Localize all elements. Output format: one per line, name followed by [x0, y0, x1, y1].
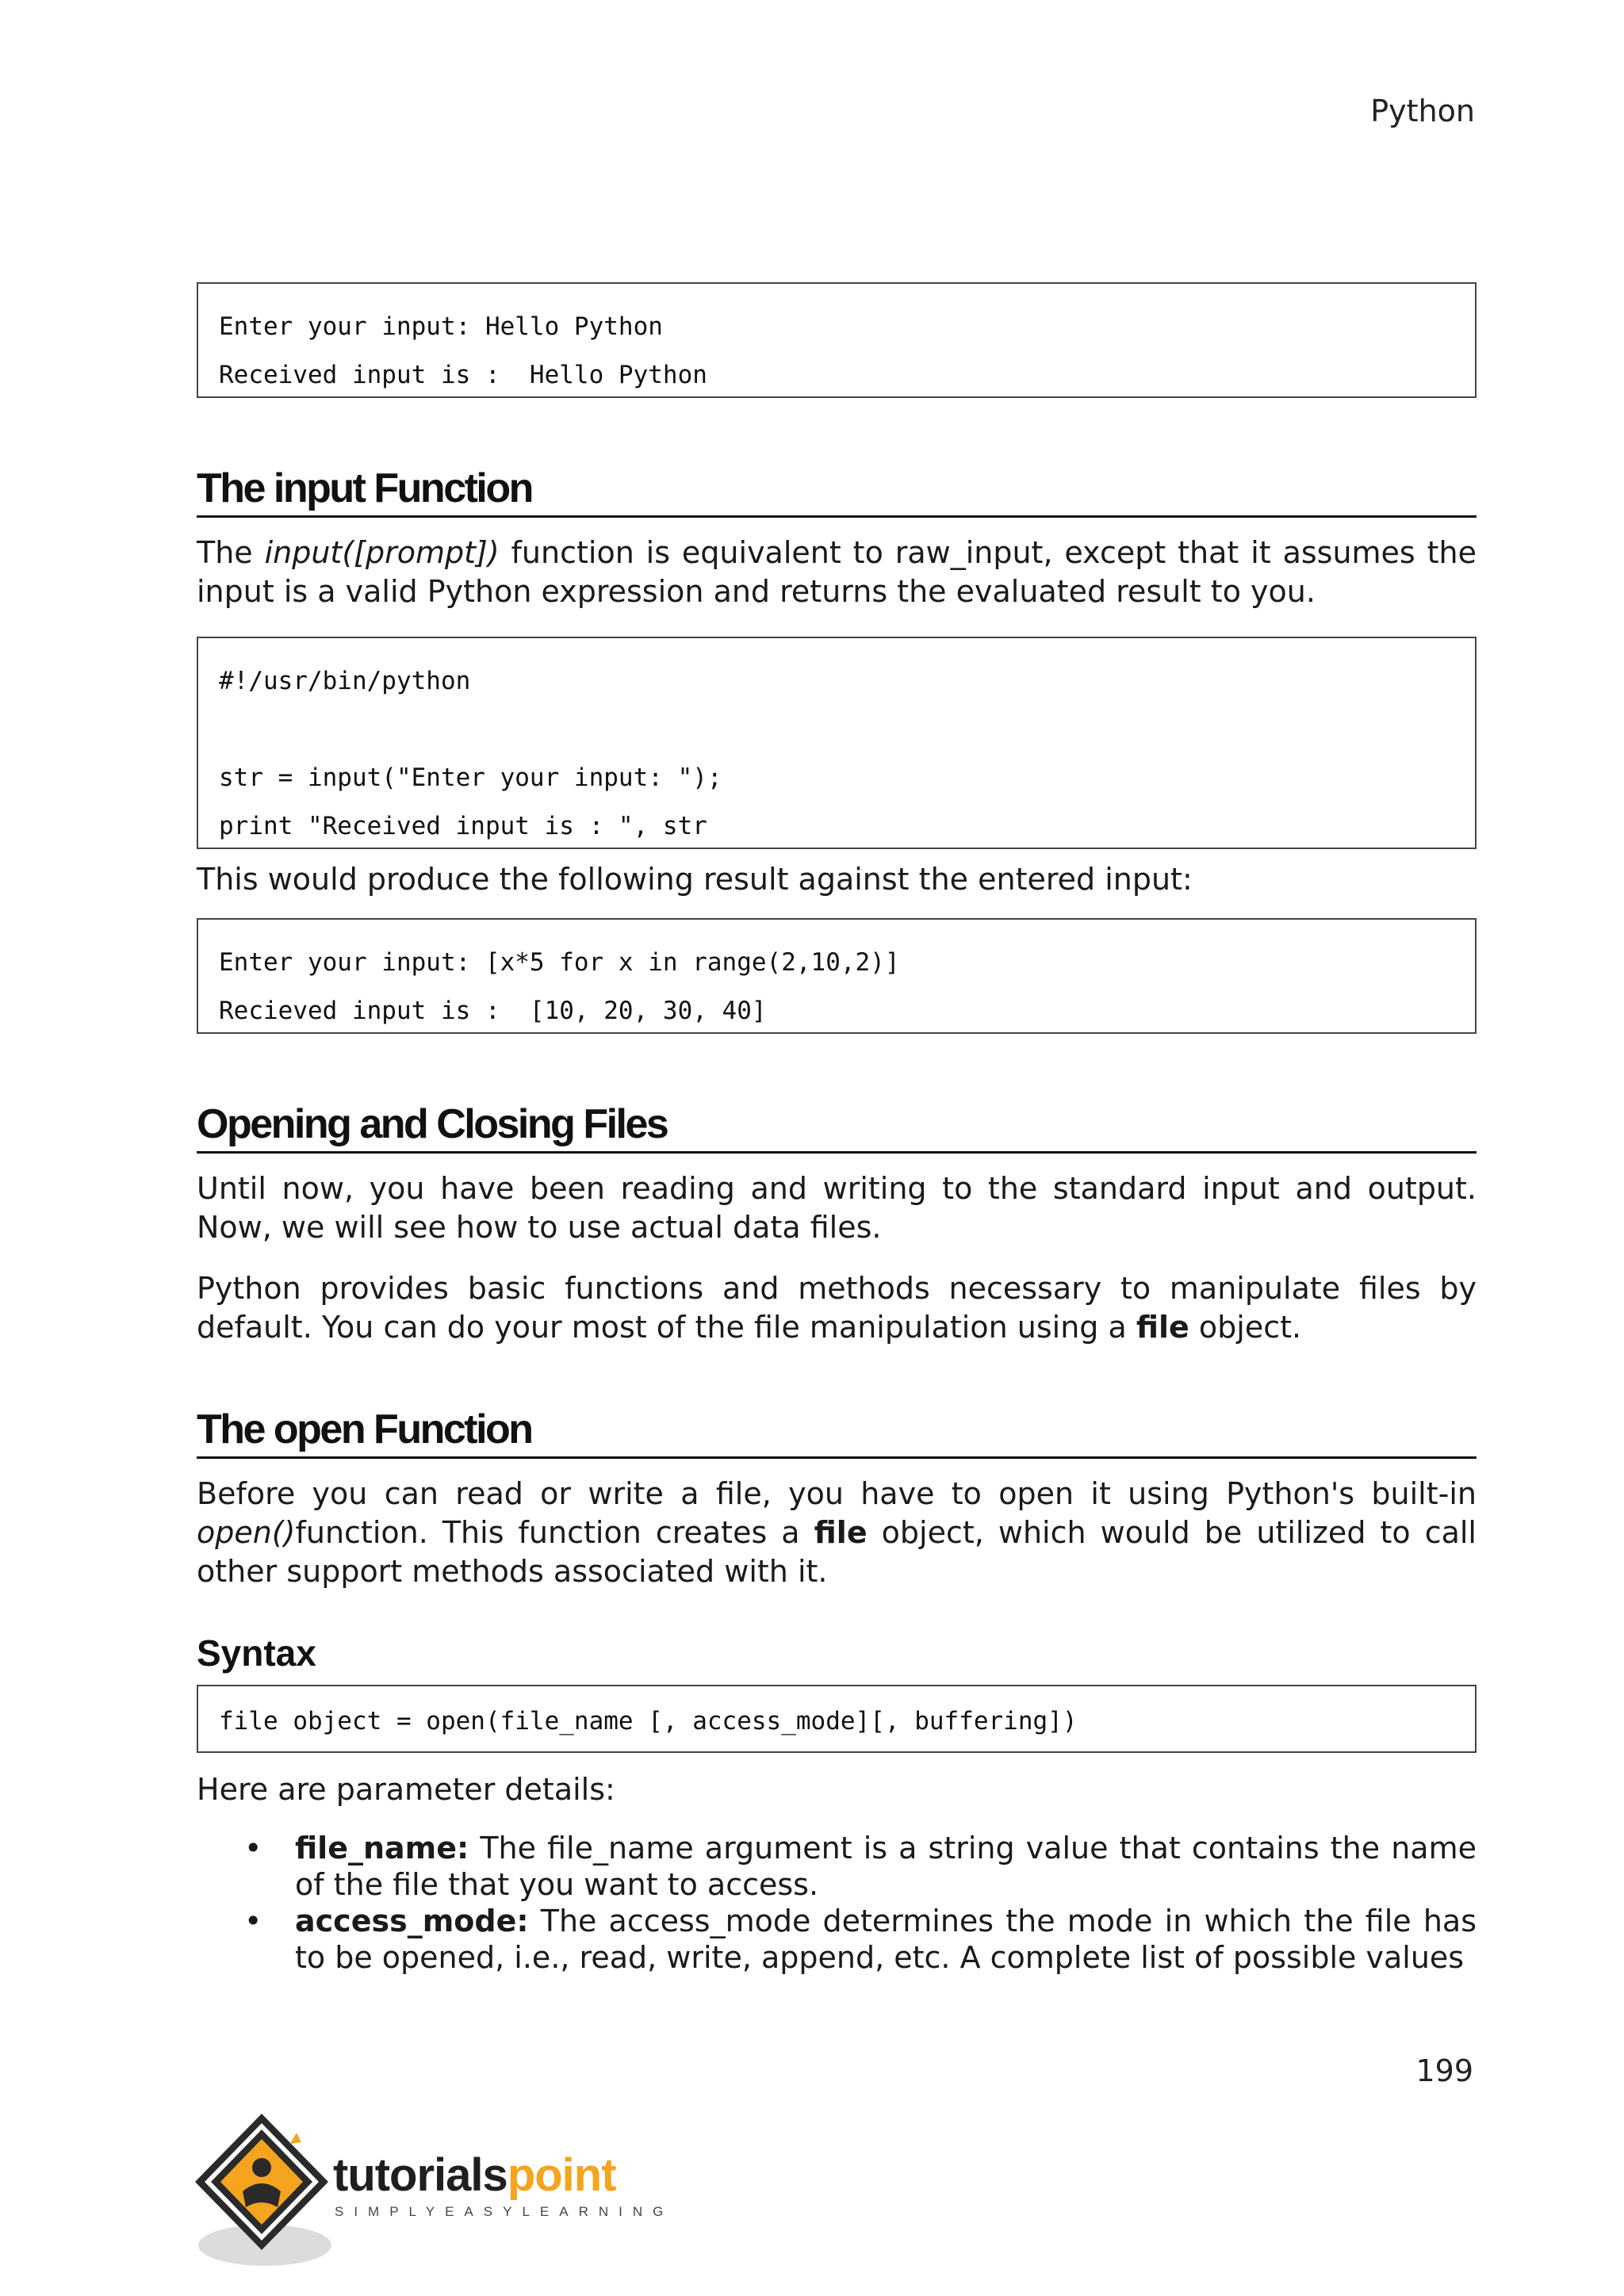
- text-run: object.: [1189, 1310, 1302, 1345]
- italic-run: open(): [197, 1515, 296, 1550]
- list-item: [197, 1903, 1477, 1976]
- param-description: The access_mode determines the mode in which the file has to be opened, i.e., read, write, append, etc. A complete list of possible values: [295, 1904, 1477, 1975]
- code-line: print "Received input is : ", str: [219, 812, 707, 840]
- blank-line: [219, 706, 1454, 754]
- text-run: function is equivalent to raw_input, except that it assumes the input is a valid Python expression and returns the evaluated result to you.: [197, 535, 1477, 609]
- logo-word-tutorials: tutorials: [333, 2149, 508, 2201]
- input-function-paragraph: [197, 534, 1477, 611]
- params-intro-paragraph: Here are parameter details:: [197, 1772, 615, 1807]
- page-content: [197, 282, 1477, 1976]
- text-run: function. This function creates a: [295, 1515, 814, 1550]
- text-run: The: [197, 535, 265, 570]
- param-name: file_name:: [295, 1831, 469, 1866]
- code-line: Enter your input: [x*5 for x in range(2,10,2)]: [219, 948, 900, 977]
- files-paragraph-1: Until now, you have been reading and writing to the standard input and output. Now, we will see how to use actual data files.: [197, 1171, 1477, 1245]
- page-number: 199: [1415, 2053, 1473, 2088]
- section-heading-opening-closing-files: Opening and Closing Files: [197, 1099, 1477, 1154]
- files-paragraph-2: [197, 1269, 1477, 1347]
- logo-word-point: point: [507, 2149, 616, 2201]
- code-line: Recieved input is : [10, 20, 30, 40]: [219, 997, 767, 1025]
- syntax-code-box: [197, 1685, 1477, 1753]
- logo-tagline: SIMPLYEASYLEARNING: [335, 2204, 674, 2219]
- syntax-heading: Syntax: [197, 1632, 316, 1674]
- text-run: Python provides basic functions and methods necessary to manipulate files by default. You can do your most of the file manipulation using a: [197, 1271, 1477, 1345]
- parameter-list: [197, 1830, 1477, 1976]
- tutorialspoint-logo: [195, 2112, 687, 2279]
- output-box-range: [197, 918, 1477, 1034]
- bold-run: file: [814, 1515, 868, 1550]
- code-line: str = input("Enter your input: ");: [219, 763, 722, 792]
- logo-wordmark: [333, 2150, 616, 2201]
- section-heading-open-function: The open Function: [197, 1404, 1477, 1459]
- text-run: object, which would be utilized to call other support methods associated with it.: [197, 1515, 1477, 1589]
- section-heading-input-function: The input Function: [197, 463, 1477, 518]
- code-line: Enter your input: Hello Python: [219, 312, 663, 341]
- code-line: #!/usr/bin/python: [219, 667, 471, 695]
- italic-run: input([prompt]): [264, 535, 500, 570]
- bold-run: file: [1136, 1310, 1189, 1345]
- code-line: file object = open(file_name [, access_mode][, buffering]): [219, 1707, 1078, 1735]
- code-box-input: [197, 637, 1477, 849]
- running-header: Python: [1370, 94, 1475, 128]
- open-function-paragraph: [197, 1475, 1477, 1591]
- param-name: access_mode:: [295, 1904, 529, 1938]
- text-run: Before you can read or write a file, you have to open it using Python's built-in: [197, 1476, 1477, 1511]
- result-intro-paragraph: This would produce the following result against the entered input:: [197, 862, 1193, 897]
- output-box-hello: [197, 282, 1477, 398]
- code-line: Received input is : Hello Python: [219, 361, 707, 389]
- bullet-icon: •: [244, 1904, 262, 1938]
- bullet-icon: •: [244, 1831, 262, 1866]
- logo-diamond-icon: [195, 2112, 338, 2279]
- param-description: The file_name argument is a string value that contains the name of the file that you want to access.: [295, 1831, 1477, 1902]
- list-item: [197, 1830, 1477, 1903]
